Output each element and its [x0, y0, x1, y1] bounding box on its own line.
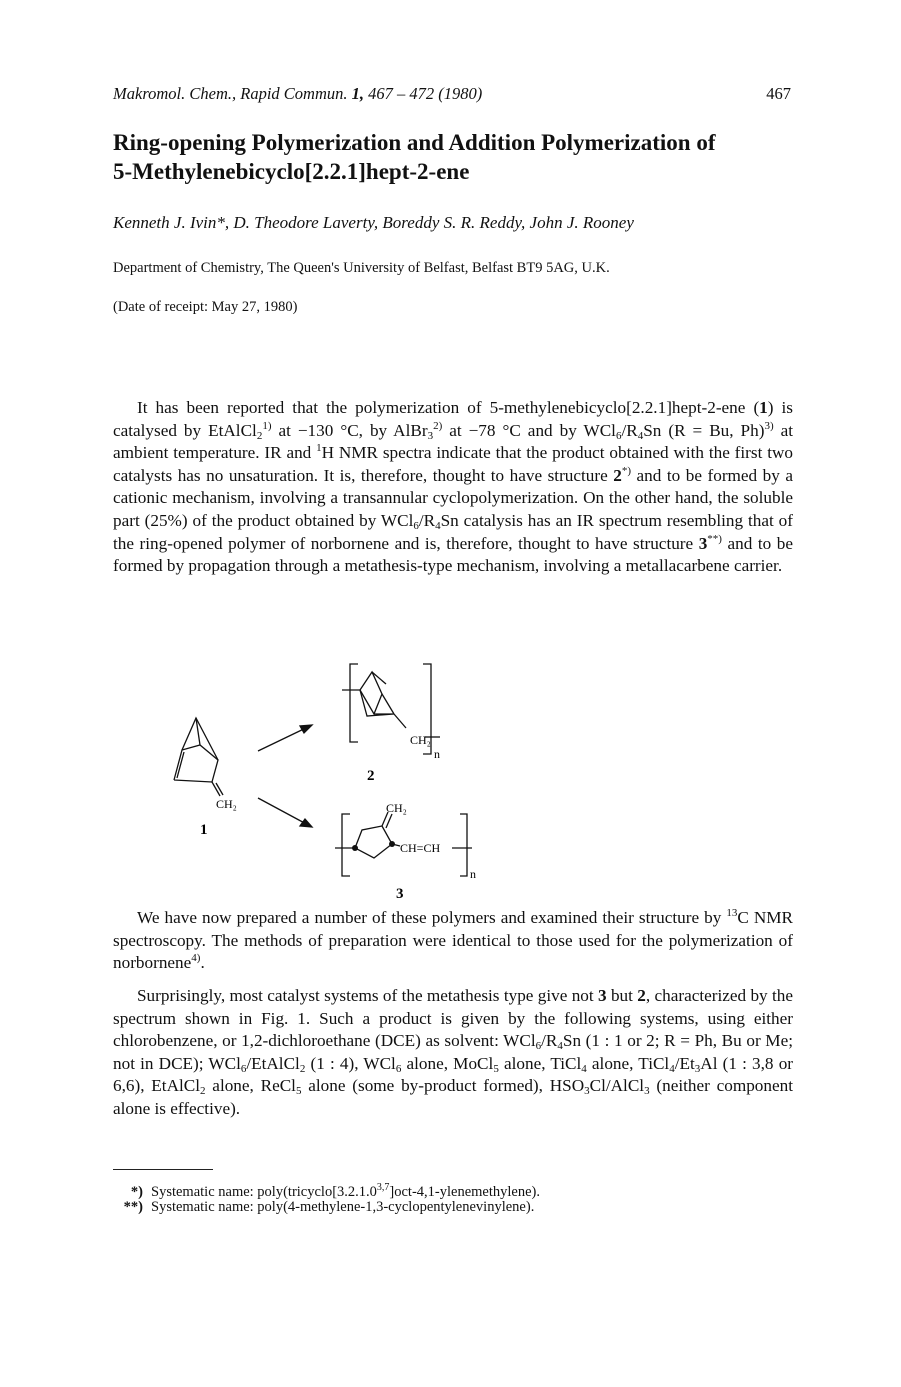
affiliation: Department of Chemistry, The Queen's University of Belfast, Belfast BT9 5AG, U.K.: [113, 260, 610, 276]
paragraph-3: Surprisingly, most catalyst systems of the metathesis type give not 3 but 2, characterized by the spectrum shown in Fig. 1. Such a product is given by the following systems, using either chlorobenzene, or 1,2-dichloroethane (DCE) as solvent: $WCl_6/R_4Sn$ (1 : 1 or 2; R = Ph, Bu or Me; not in DCE); WCl$_6$/EtAlCl$_2$ (1 : 4), WCl$_6$ alone, MoCl$_5$ alone, TiCl$_4$ alone, $TiCl_4/Et_3Al$ (1 : 3,8 or 6,6), EtAlCl$_2$ alone, ReCl$_5$ alone (some by-product formed), $HSO_3Cl/AlCl_3$ (neither component alone is effective).: [113, 986, 794, 1118]
structure-label-1: 1: [200, 822, 208, 838]
reaction-scheme: [160, 650, 580, 905]
title-line-2: 5-Methylenebicyclo[2.2.1]hept-2-ene: [113, 159, 470, 184]
polymer-structure-2: [342, 672, 440, 737]
structure-2-ch2-label: CH₂: [410, 733, 431, 747]
paragraph-2: We have now prepared a number of these polymers and examined their structure by $^{13}$C NMR spectroscopy. The methods of preparation were identical to those used for the polymerization of norbornene$^{4)}$.: [113, 907, 794, 973]
footnote-divider: [113, 1169, 213, 1170]
receipt-date: (Date of receipt: May 27, 1980): [113, 299, 298, 315]
structure-3-n-label: n: [470, 867, 476, 881]
author-list: Kenneth J. Ivin*, D. Theodore Laverty, Boreddy S. R. Reddy, John J. Rooney: [113, 213, 634, 232]
structure-3-vinylene-label: CH=CH: [400, 841, 441, 855]
page-number: 467: [766, 84, 791, 103]
running-head: [113, 84, 793, 104]
monomer-ch2-label: CH₂: [216, 797, 237, 811]
structure-label-2: 2: [367, 768, 375, 784]
footnote-1: *) Systematic name: poly(tricyclo[3.2.1.0$^{3,7}$]oct-4,1-ylenemethylene).: [113, 1179, 540, 1201]
paragraph-1: It has been reported that the polymerization of 5-methylenebicyclo[2.2.1]hept-2-ene (1) is catalysed by EtAlCl$_2^{1)}$ at −130 °C, by AlBr$_3^{2)}$ at −78 °C and by $WCl_6/R_4Sn$ (R = Bu, Ph)$^{3)}$ at ambient temperature. IR and $^1$H NMR spectra indicate that the product obtained with the first two catalysts has no unsaturation. It is, therefore, thought to have structure 2*) and to be formed by a cationic mechanism, involving a transannular cyclopolymerization. On the other hand, the soluble part (25%) of the product obtained by $WCl_6/R_4Sn$ catalysis has an IR spectrum resembling that of the ring-opened polymer of norbornene and is, therefore, thought to have structure 3**) and to be formed by propagation through a metathesis-type mechanism, involving a metallacarbene carrier.: [113, 398, 794, 576]
structure-2-n-label: n: [434, 747, 440, 761]
structure-3-ch2-label: CH₂: [386, 801, 407, 815]
structure-label-3: 3: [396, 886, 404, 902]
journal-volume: 1,: [351, 84, 364, 103]
footnote-2: **) Systematic name: poly(4-methylene-1,3-cyclopentylenevinylene).: [113, 1198, 534, 1216]
article-title: [113, 128, 803, 186]
title-line-1: Ring-opening Polymerization and Addition Polymerization of: [113, 130, 716, 155]
arrow-to-3: [258, 798, 310, 826]
monomer-structure-1: [174, 718, 223, 796]
footnote-1-mark: *): [130, 1183, 143, 1200]
journal-pages: 467 – 472 (1980): [368, 84, 483, 103]
journal-name: Makromol. Chem., Rapid Commun.: [113, 84, 348, 103]
footnote-2-mark: **): [123, 1199, 143, 1215]
